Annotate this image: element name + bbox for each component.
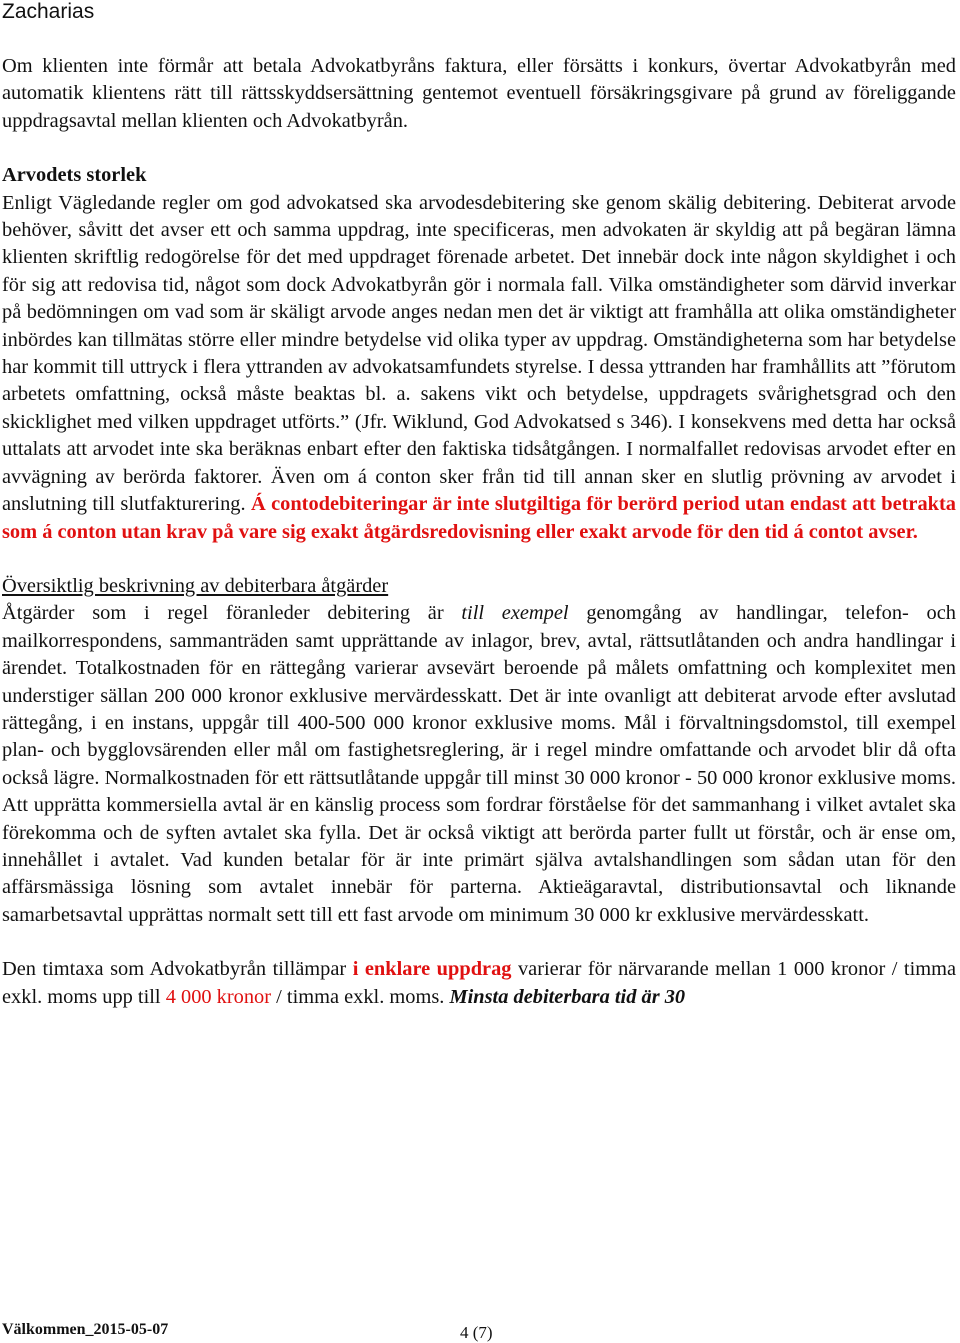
hourly-text-3: / timma exkl. moms. (271, 985, 450, 1008)
fee-size-body: Enligt Vägledande regler om god advokatsed ska arvodesdebitering ske genom skälig debitering. Debiterat arvode behöver, såvitt det avser ett och samma uppdrag, inte specificeras, men advokaten är skyldig att på begäran lämna klienten skriftlig redogörelse för det med uppdraget förenade arbetet. Det innebär dock inte någon skyldighet i och för sig att redovisa tid, något som dock Advokatbyrån gör i normala fall. Vilka omständigheter som därvid inverkar på bedömningen om vad som är skäligt arvode anges nedan men det är viktigt att framhålla att olika omständigheter inbördes kan tillmätas större eller mindre betydelse vid olika typer av uppdrag. Omständigheterna som har betydelse har kommit till uttryck i flera yttranden av advokatsamfundets styrelse. I dessa yttranden har framhållits att ”förutom arbetets omfattning, också måste beaktas bl. a. sakens vikt och betydelse, uppdragets svårighetsgrad och den skicklighet med vilken uppdraget utförts.” (Jfr. Wiklund, God Advokatsed s 346). I konsekvens med detta har också uttalats att arvodet inte ska beräknas enbart efter den faktiska tidsåtgången. I normalfallet redovisas arvodet efter en avvägning av berörda faktorer. Även om á conton sker från tid till annan sker en slutlig prövning av arvodet i anslutning till slutfakturering. (2, 191, 956, 516)
paragraph-insolvency: Om klienten inte förmår att betala Advokatbyråns faktura, eller försätts i konkurs, övertar Advokatbyrån med automatik klientens rätt till rättsskyddsersättning gentemot eventuell försäkringsgivare på grund av föreliggande uppdragsavtal mellan klienten och Advokatbyrån. (2, 55, 956, 132)
billable-body-rest: genomgång av handlingar, telefon- och mailkorrespondens, sammanträden samt upprättande av inlagor, brev, avtal, rättsutlåtanden och andra handlingar i ärendet. Totalkostnaden för en rättegång varierar avsevärt beroende på målets omfattning och komplexitet men understiger sällan 200 000 kronor exklusive mervärdesskatt. Det är inte ovanligt att debiterat arvode efter avslutad rättegång, i en instans, uppgår till 400-500 000 kronor exklusive moms. Mål i förvaltningsdomstol, till exempel plan- och bygglovsärenden eller mål om fastighetsreglering, är i regel mindre omfattande och arvodet blir då ofta också lägre. Normalkostnaden för ett rättsutlåtande uppgår till minst 30 000 kronor - 50 000 kronor exklusive moms. Att upprätta kommersiella avtal är en känslig process som fordrar förståelse för det sammanhang i vilket avtalet ska förekomma och de syften avtalet ska fylla. Det är också viktigt att berörda parter fullt ut förstår, och är ense om, innehållet i avtalet. Vad kunden betalar för är inte primärt själva avtalshandlingen som sådan utan för den affärsmässiga lösning som avtalet innebär för parterna. Aktieägaravtal, distributionsavtal och liknande samarbetsavtal upprättas normalt sett till ett fast arvode om minimum 30 000 kr exklusive mervärdesskatt. (2, 602, 957, 926)
section-heading-billable-actions: Översiktlig beskrivning av debiterbara åtgärder (2, 574, 389, 597)
paragraph-hourly-rate (2, 956, 956, 1011)
paragraph-billable-actions (2, 600, 956, 929)
hourly-min-time: Minsta debiterbara tid är 30 (449, 985, 686, 1008)
page-footer (2, 1321, 956, 1343)
hourly-text-1: Den timtaxa som Advokatbyrån tillämpar (2, 958, 353, 981)
aconto-emphasis: Á contodebiteringar är inte slutgiltiga för berörd period utan endast att betrakta som á conton utan krav på vare sig exakt åtgärdsredovisning eller exakt arvode för den tid á contot avser. (2, 493, 956, 543)
billable-body-start: Åtgärder som i regel föranleder debitering är (2, 602, 462, 625)
page-number: 4 (7) (460, 1323, 493, 1342)
document-page (2, 0, 956, 1011)
page-header: Zacharias (2, 0, 95, 23)
hourly-red-bold: i enklare uppdrag (352, 958, 512, 981)
footer-doc-label: Välkommen_2015-05-07 (2, 1321, 169, 1338)
hourly-red-amount: 4 000 kronor (165, 985, 272, 1008)
hourly-text-2: varierar för närvarande mellan 1 000 kronor / timma exkl. moms upp till (2, 958, 957, 1008)
paragraph-fee-size (2, 190, 956, 546)
section-heading-fee-size: Arvodets storlek (2, 164, 147, 187)
billable-body-italic: till exempel (461, 602, 569, 625)
